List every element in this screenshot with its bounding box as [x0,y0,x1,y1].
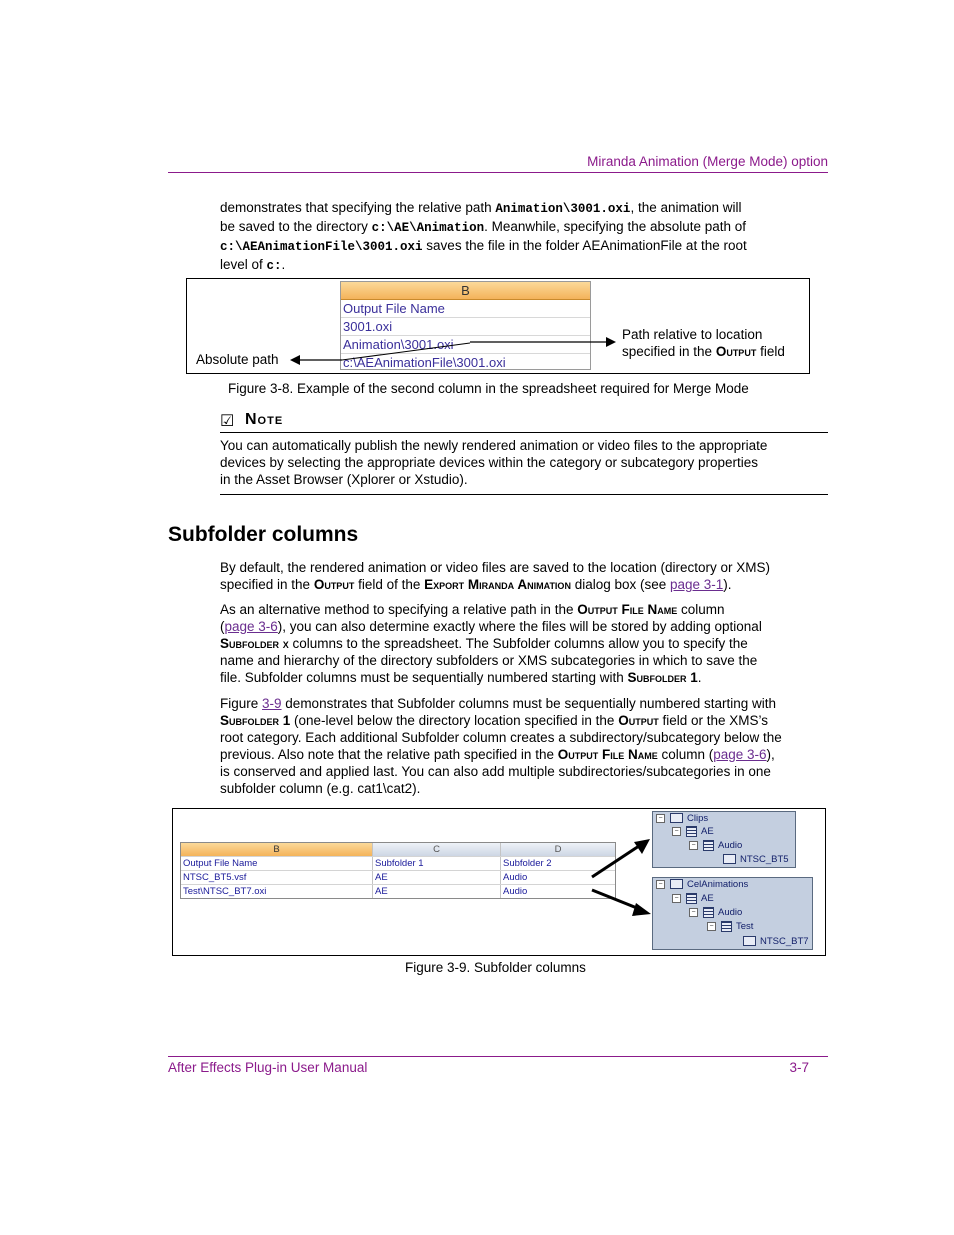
arrow-head-right [606,337,616,347]
table-cell: Subfolder 1 [373,857,501,870]
table-cell: Audio [503,886,528,897]
collapse-icon: − [689,841,698,850]
arrow-to-clips [592,844,642,877]
table-cell: Audio [503,872,528,883]
footer-rule [168,1056,828,1057]
footer-title: After Effects Plug-in User Manual [168,1060,368,1075]
spreadsheet-cell: Output File Name [341,300,590,318]
section-title: Subfolder columns [168,523,359,546]
tree-node[interactable]: − CelAnimations [656,879,748,891]
column-header: D [501,843,615,856]
note-bottom-rule [220,494,828,495]
table-cell: Test\NTSC_BT7.oxi [181,885,373,898]
note-title: Note [245,411,284,428]
asset-tree-clips [652,811,796,868]
category-icon [670,813,683,823]
table-row [181,871,615,885]
link-figure-3-9[interactable]: 3-9 [262,696,282,711]
relative-path-label: Path relative to location specified in the Output field [622,327,785,359]
table-row [181,857,615,871]
subcategory-icon [686,893,697,904]
asset-tree-celanimations [652,877,813,950]
column-headers [181,843,615,857]
category-icon [670,879,683,889]
tree-node[interactable]: − AE [672,893,714,905]
spreadsheet-cell: Animation\3001.oxi [341,336,590,354]
tree-node[interactable]: NTSC_BT5 [723,854,789,866]
clip-icon [723,854,736,864]
page-number: 3-7 [789,1060,809,1075]
spreadsheet-cell: 3001.oxi [341,318,590,336]
tree-node[interactable]: NTSC_BT7 [743,936,809,948]
link-page-3-1[interactable]: page 3-1 [670,577,724,592]
arrow-to-celanimations [592,890,642,910]
figure-3-8-caption: Figure 3-8. Example of the second column in the spreadsheet required for Merge Mode [228,381,749,396]
tree-node[interactable]: − Audio [689,907,742,919]
figure-3-9-arrows [580,830,660,930]
arrow-head-down [632,903,651,916]
collapse-icon: − [672,894,681,903]
checkbox-icon: ☑ [220,413,235,430]
tree-node[interactable]: − AE [672,826,714,838]
table-cell: Output File Name [181,857,373,870]
column-header: C [373,843,501,856]
tree-node[interactable]: − Clips [656,813,708,825]
table-cell: AE [373,871,501,884]
column-header: B [341,282,590,300]
subcategory-icon [721,921,732,932]
collapse-icon: − [707,922,716,931]
link-page-3-6[interactable]: page 3-6 [713,747,767,762]
tree-node[interactable]: − Audio [689,840,742,852]
table-cell: Subfolder 2 [503,858,552,869]
running-header: Miranda Animation (Merge Mode) option [587,154,828,169]
note-top-rule [220,432,828,433]
collapse-icon: − [689,908,698,917]
note-body: You can automatically publish the newly rendered animation or video files to the appropriate devices by selecting the appropriate devices within the category or subcategory properties in the Asset Browser (Xplorer or Xstudio). [220,438,768,487]
column-header: B [181,843,373,856]
paragraph-1: By default, the rendered animation or video files are saved to the location (directory or XMS) specified in the Output field of the Export Miranda Animation dialog box (see page 3-1). [220,560,771,592]
collapse-icon: − [656,880,665,889]
figure-3-9-caption: Figure 3-9. Subfolder columns [405,960,586,975]
collapse-icon: − [656,814,665,823]
tree-node[interactable]: − Test [707,921,753,933]
collapse-icon: − [672,827,681,836]
paragraph-3: Figure 3-9 demonstrates that Subfolder columns must be sequentially numbered starting with Subfolder 1 (one-level below the directory location specified in the Output field or the XMS’s root category. Each additional Subfolder column creates a subdirectory/subcategory below the previous. Also note that the relative path specified in the Output File Name column (page 3-6), is conserved and applied last. You can also add multiple subdirectories/subcategories in one subfolder column (e.g. cat1\cat2). [220,696,782,796]
paragraph-2: As an alternative method to specifying a relative path in the Output File Name column (page 3-6), you can also determine exactly where the files will be stored by adding optional Subfolder x columns to the spreadsheet. The Subfolder columns allow you to specify the name and hierarchy of the directory subfolders or XMS subcategories in which to save the file. Subfolder columns must be sequentially numbered starting with Subfolder 1. [220,602,762,685]
table-cell: NTSC_BT5.vsf [181,871,373,884]
header-rule [168,172,828,173]
subcategory-icon [703,840,714,851]
link-page-3-6[interactable]: page 3-6 [224,619,278,634]
absolute-path-label: Absolute path [196,352,279,367]
subcategory-icon [686,826,697,837]
intro-paragraph: demonstrates that specifying the relative path Animation\3001.oxi, the animation will be saved to the directory c:\AE\Animation. Meanwhile, specifying the absolute path of c:\AEAnimationFile\3001.oxi saves the file in the folder AEAnimationFile at the root level of c:. [220,200,747,273]
table-cell: AE [373,885,501,898]
arrow-line-absolute [342,343,470,360]
arrow-head-left [290,355,300,365]
animation-icon [743,936,756,946]
table-row [181,885,615,898]
subcategory-icon [703,907,714,918]
spreadsheet-cell: c:\AEAnimationFile\3001.oxi [343,355,506,370]
subfolder-spreadsheet [180,842,616,899]
